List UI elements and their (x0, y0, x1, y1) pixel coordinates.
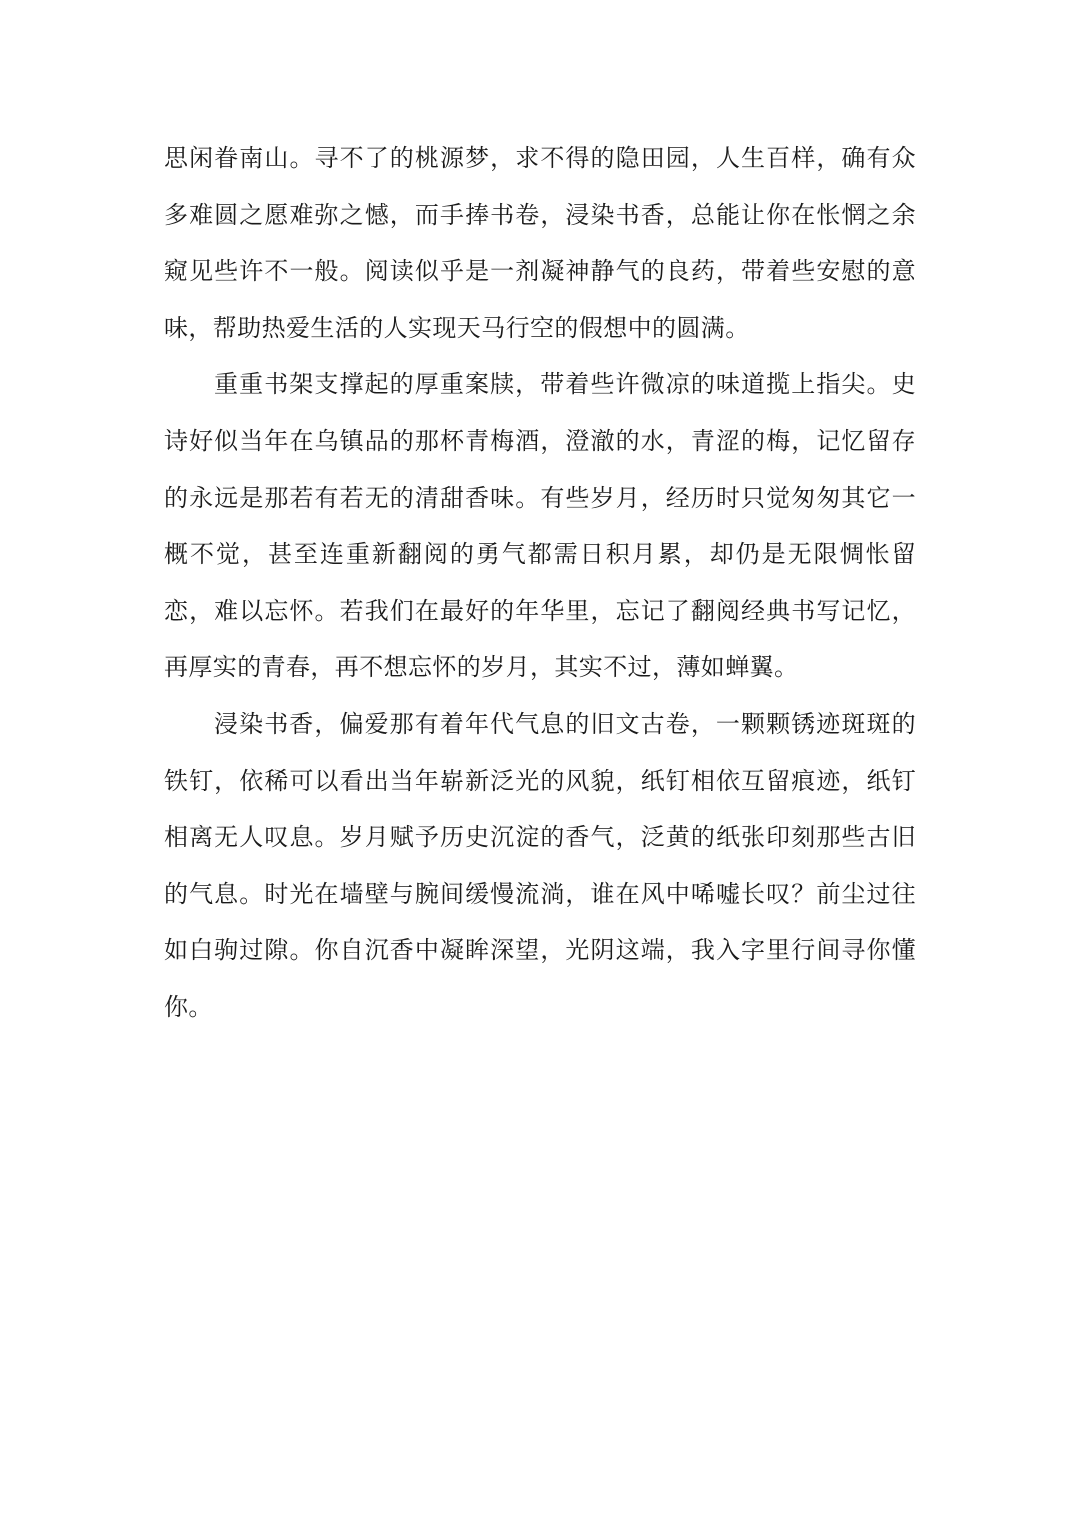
paragraph-3: 浸染书香，偏爱那有着年代气息的旧文古卷，一颗颗锈迹斑斑的铁钉，依稀可以看出当年崭新泛光的风貌，纸钉相依互留痕迹，纸钉相离无人叹息。岁月赋予历史沉淀的香气，泛黄的纸张印刻那些古旧的气息。时光在墙壁与腕间缓慢流淌，谁在风中唏嘘长叹？前尘过往如白驹过隙。你自沉香中凝眸深望，光阴这端，我入字里行间寻你懂你。 (164, 709, 916, 1021)
body-text (164, 130, 916, 1036)
paragraph-2: 重重书架支撑起的厚重案牍，带着些许微凉的味道揽上指尖。史诗好似当年在乌镇品的那杯青梅酒，澄澈的水，青涩的梅，记忆留存的永远是那若有若无的清甜香味。有些岁月，经历时只觉匆匆其它一概不觉，甚至连重新翻阅的勇气都需日积月累，却仍是无限惆怅留恋，难以忘怀。若我们在最好的年华里，忘记了翻阅经典书写记忆，再厚实的青春，再不想忘怀的岁月，其实不过，薄如蝉翼。 (164, 370, 916, 682)
paragraph-1: 思闲眷南山。寻不了的桃源梦，求不得的隐田园，人生百样，确有众多难圆之愿难弥之憾，而手捧书卷，浸染书香，总能让你在怅惘之余窥见些许不一般。阅读似乎是一剂凝神静气的良药，带着些安慰的意味，帮助热爱生活的人实现天马行空的假想中的圆满。 (164, 144, 916, 342)
